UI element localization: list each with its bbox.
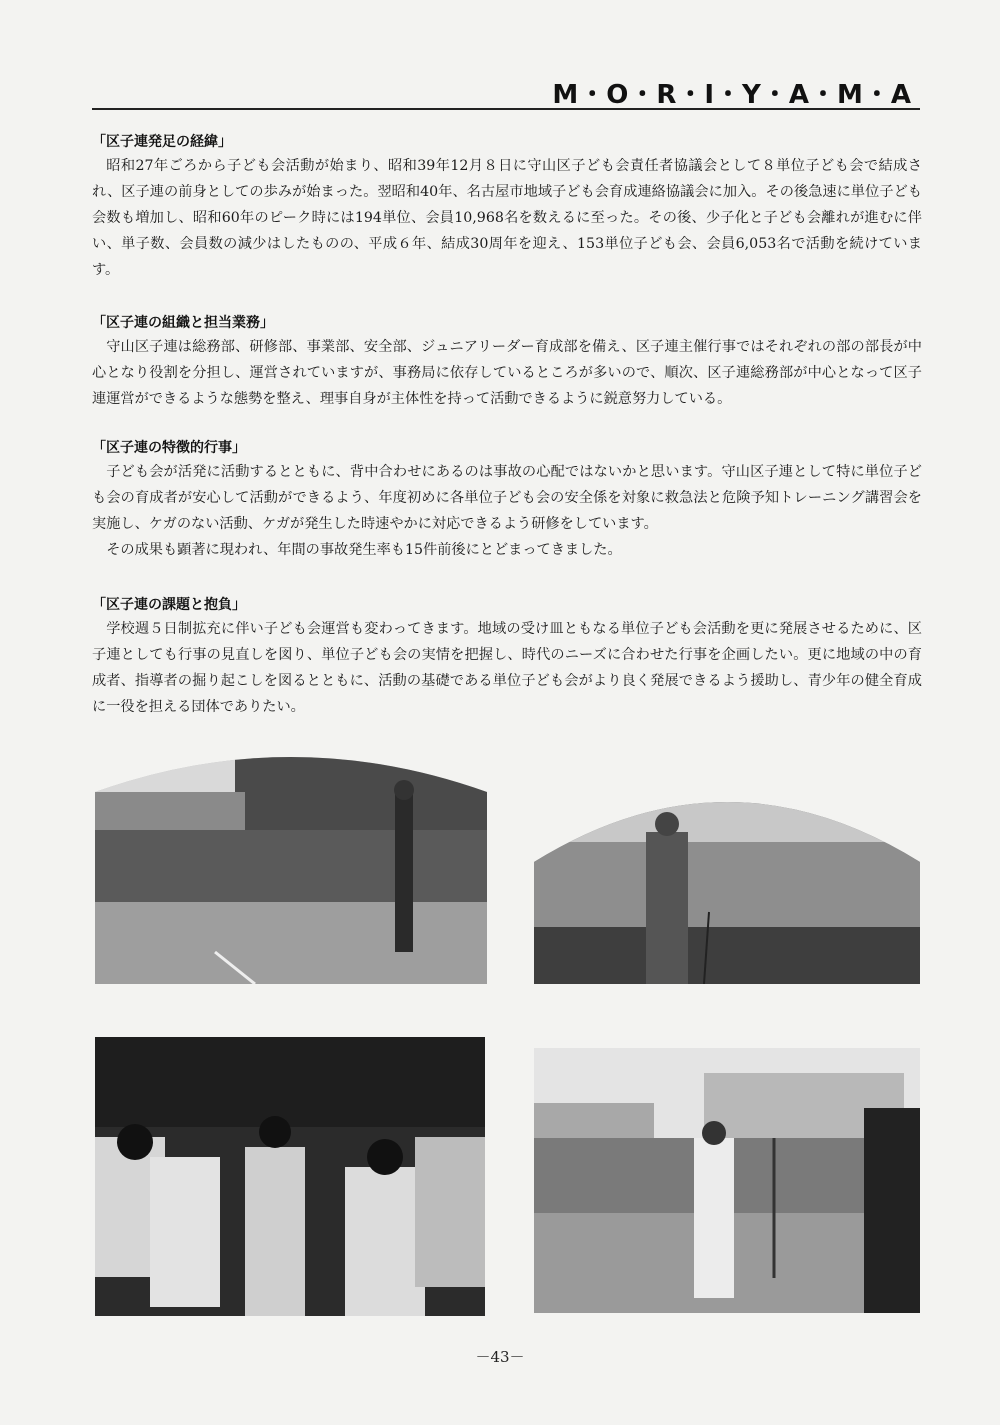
section-body-extra: その成果も顕著に現われ、年間の事故発生率も15件前後にとどまってきました。 <box>106 542 622 558</box>
section-body: 守山区子連は総務部、研修部、事業部、安全部、ジュニアリーダー育成部を備え、区子連主催行事ではそれぞれの部の部長が中心となり役割を分担し、運営されていますが、事務局に依存しているところが多いので、順次、区子連総務部が中心となって区子連運営ができるような態勢を整え、理事自身が主体性を持って活動できるように鋭意努力している。 <box>92 339 922 407</box>
field-assembly-photo <box>534 792 920 984</box>
opening-ceremony-photo <box>534 1048 920 1313</box>
section-body: 子ども会が活発に活動するとともに、背中合わせにあるのは事故の心配ではないかと思います。守山区子連として特に単位子ども会の育成者が安心して活動ができるよう、年度初めに各単位子ども会の安全係を対象に救急法と危険予知トレーニング講習会を実施し、ケガのない活動、ケガが発生した時速やかに対応できるよう研修をしています。 <box>92 464 922 532</box>
section-heading: 「区子連の特徴的行事」 <box>92 440 246 456</box>
header-title: M・O・R・I・Y・A・M・A <box>552 80 912 110</box>
section-organization <box>92 312 922 412</box>
indoor-training-photo <box>95 1037 485 1316</box>
section-goals <box>92 594 922 720</box>
section-body: 昭和27年ごろから子ども会活動が始まり、昭和39年12月８日に守山区子ども会責任者協議会として８単位子ども会で結成され、区子連の前身としての歩みが始まった。翌昭和40年、名古屋市地域子ども会育成連絡協議会に加入。その後急速に単位子ども会数も増加し、昭和60年のピーク時には194単位、会員10,968名を数えるに至った。その後、少子化と子ども会離れが進むに伴い、単子数、会員数の減少はしたものの、平成６年、結成30周年を迎え、153単位子ども会、会員6,053名で活動を続けています。 <box>92 158 922 278</box>
header-rule <box>92 108 920 110</box>
page-number: －43－ <box>475 1348 525 1366</box>
section-body: 学校週５日制拡充に伴い子ども会運営も変わってきます。地域の受け皿ともなる単位子ども会活動を更に発展させるために、区子連としても行事の見直しを図り、単位子ども会の実情を把握し、時代のニーズに合わせた行事を企画したい。更に地域の中の育成者、指導者の掘り起こしを図るとともに、活動の基礎である単位子ども会がより良く発展できるよう援助し、青少年の健全育成に一役を担える団体でありたい。 <box>92 621 922 715</box>
section-heading: 「区子連の組織と担当業務」 <box>92 315 274 331</box>
section-heading: 「区子連の課題と抱負」 <box>92 597 246 613</box>
section-heading: 「区子連発足の経緯」 <box>92 134 232 150</box>
outdoor-gathering-photo <box>95 752 487 984</box>
section-history <box>92 131 922 283</box>
section-events <box>92 437 922 563</box>
